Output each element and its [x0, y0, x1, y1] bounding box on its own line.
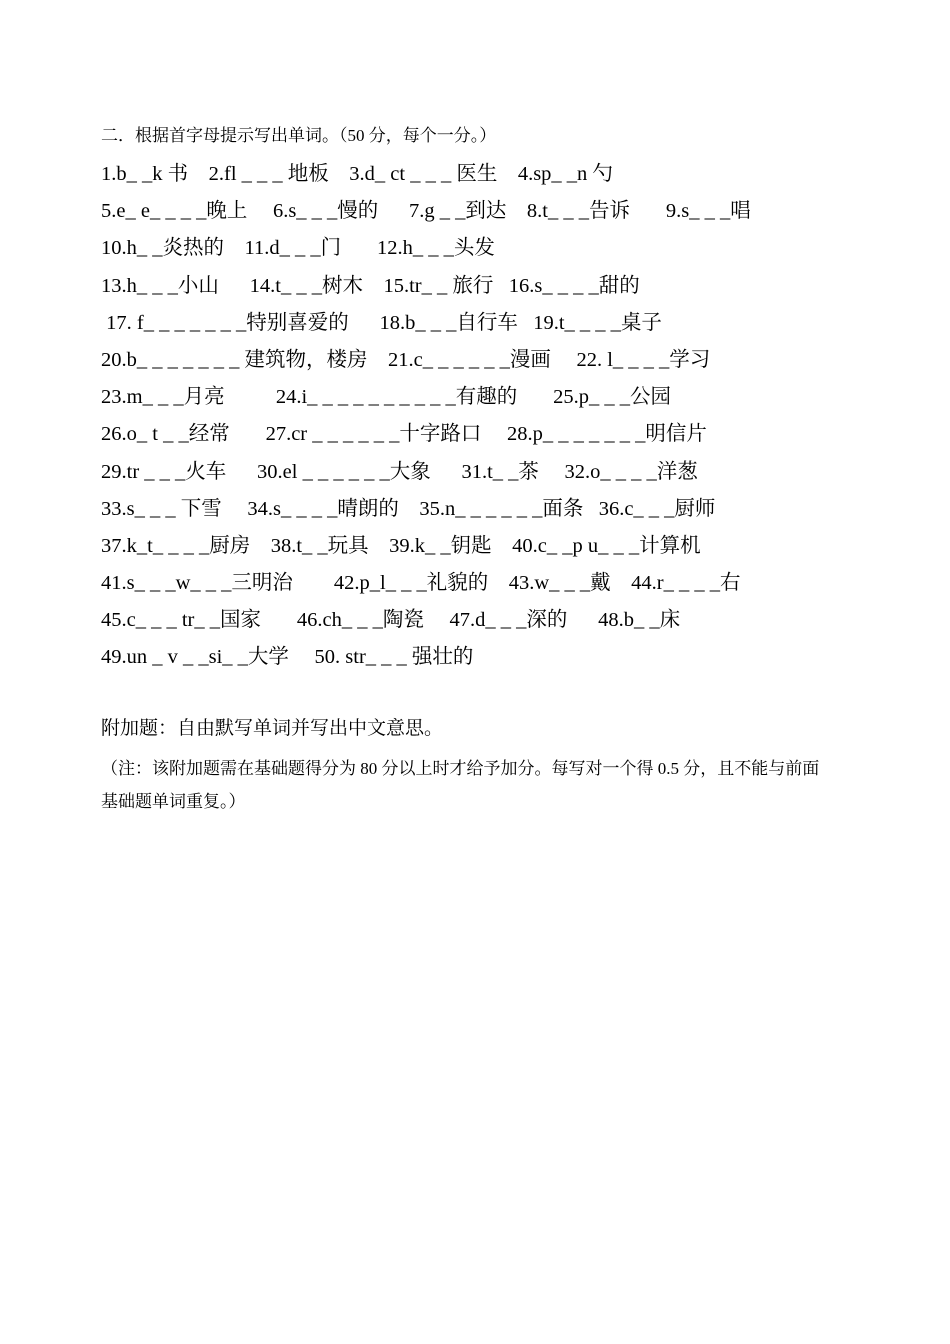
exercise-line-8: 26.o_ t _ _经常 27.cr _ _ _ _ _ _十字路口 28.p_ _ _ _ _ _ _明信片: [101, 423, 707, 446]
exercise-line-6: 20.b_ _ _ _ _ _ _ 建筑物，楼房 21.c_ _ _ _ _ _漫画 22. l_ _ _ _学习: [101, 348, 711, 371]
section-heading: 二．根据首字母提示写出单词。（50 分，每个一分。）: [101, 126, 497, 145]
exercise-line-3: 10.h_ _炎热的 11.d_ _ _门 12.h_ _ _头发: [101, 237, 495, 260]
exercise-line-7: 23.m_ _ _月亮 24.i_ _ _ _ _ _ _ _ _ _有趣的 25.p_ _ _公园: [101, 386, 672, 409]
exercise-lines: [101, 156, 861, 677]
exercise-line-13: 45.c_ _ _ tr_ _国家 46.ch_ _ _陶瓷 47.d_ _ _深的 48.b_ _床: [101, 609, 681, 632]
exercise-line-9: 29.tr _ _ _火车 30.el _ _ _ _ _ _大象 31.t_ _茶 32.o_ _ _ _洋葱: [101, 460, 698, 483]
exercise-line-14: 49.un _ v _ _si_ _大学 50. str_ _ _ 强壮的: [101, 646, 474, 669]
extra-question-note: （注：该附加题需在基础题得分为 80 分以上时才给予加分。每写对一个得 0.5 分，且不能与前面基础题单词重复。）: [101, 759, 820, 811]
exercise-line-1: 1.b_ _k 书 2.fl _ _ _ 地板 3.d_ ct _ _ _ 医生 4.sp_ _n 勺: [101, 163, 613, 185]
exercise-line-12: 41.s_ _ _w_ _ _三明治 42.p_l_ _ _礼貌的 43.w_ _ _戴 44.r_ _ _ _右: [101, 572, 741, 595]
exercise-line-4: 13.h_ _ _小山 14.t_ _ _树木 15.tr_ _ 旅行 16.s_ _ _ _甜的: [101, 274, 640, 297]
exercise-line-5: 17. f_ _ _ _ _ _ _特别喜爱的 18.b_ _ _自行车 19.t_ _ _ _桌子: [101, 311, 662, 334]
exercise-line-2: 5.e_ e_ _ _ _晚上 6.s_ _ _慢的 7.g _ _到达 8.t_ _ _告诉 9.s_ _ _唱: [101, 200, 751, 223]
extra-question-title: 附加题：自由默写单词并写出中文意思。: [101, 718, 444, 739]
exercise-line-10: 33.s_ _ _ 下雪 34.s_ _ _ _晴朗的 35.n_ _ _ _ _ _面条 36.c_ _ _厨师: [101, 497, 716, 520]
exercise-line-11: 37.k_t_ _ _ _厨房 38.t_ _玩具 39.k_ _钥匙 40.c_ _p u_ _ _计算机: [101, 534, 701, 557]
